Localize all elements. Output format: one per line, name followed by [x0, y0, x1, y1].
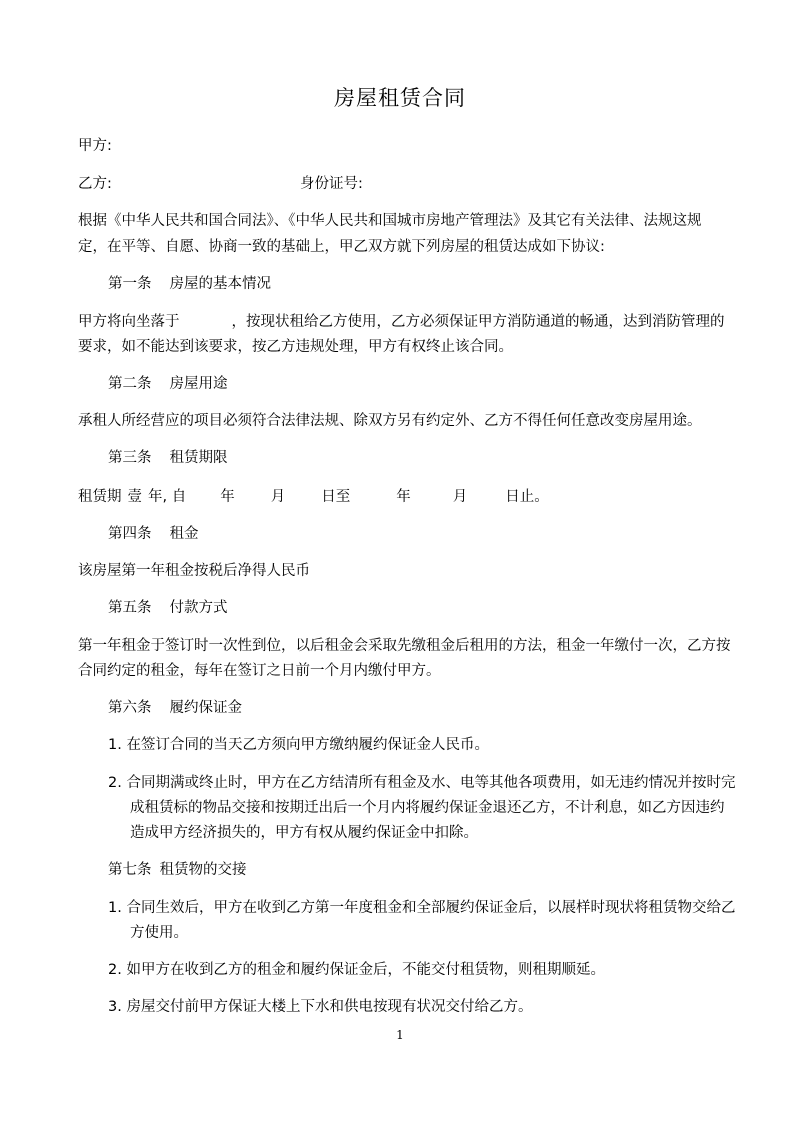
- start-month: 月: [270, 489, 286, 505]
- article-5-heading: [108, 598, 228, 618]
- article-4-heading: [108, 524, 199, 544]
- lease-years: 壹: [127, 489, 142, 505]
- article-2-line-1: 承租人所经营应的项目必须符合法律法规、除双方另有约定外、乙方不得任何任意改变房屋用途。: [78, 413, 702, 429]
- document-title: 房屋租赁合同: [334, 86, 466, 110]
- end-year: 年: [396, 489, 411, 505]
- article-1-title: 房屋的基本情况: [169, 276, 271, 292]
- party-a-label: 甲方:: [78, 138, 112, 154]
- article-3-heading: [108, 448, 228, 468]
- article-7-heading: [108, 860, 247, 880]
- start-day: 日至: [321, 489, 351, 505]
- article-7-item-3: 3. 房屋交付前甲方保证大楼上下水和供电按现有状况交付给乙方。: [108, 999, 533, 1015]
- article-5-line-2: 合同约定的租金，每年在签订之日前一个月内缴付甲方。: [78, 663, 441, 679]
- article-3-title: 租赁期限: [169, 450, 228, 466]
- intro-line-2: 定，在平等、自愿、协商一致的基础上，甲乙双方就下列房屋的租赁达成如下协议:: [78, 239, 605, 255]
- article-7-item-2: 2. 如甲方在收到乙方的租金和履约保证金后，不能交付租赁物，则租期顺延。: [108, 962, 605, 978]
- article-6-number: 第六条: [108, 700, 152, 716]
- article-1-number: 第一条: [108, 276, 152, 292]
- article-7-title: 租赁物的交接: [159, 862, 247, 878]
- start-year: 年: [220, 489, 235, 505]
- article-6-title: 履约保证金: [169, 700, 242, 716]
- article-2-title: 房屋用途: [169, 376, 228, 392]
- article-6-item-2-line-3: 造成甲方经济损失的，甲方有权从履约保证金中扣除。: [130, 825, 478, 841]
- article-4-number: 第四条: [108, 526, 152, 542]
- article-4-title: 租金: [169, 526, 199, 542]
- end-day: 日止。: [505, 489, 549, 505]
- article-7-number: 第七条: [108, 862, 152, 878]
- end-month: 月: [452, 489, 468, 505]
- article-6-item-1: 1. 在签订合同的当天乙方须向甲方缴纳履约保证金人民币。: [108, 737, 489, 753]
- party-b-label: 乙方:: [78, 176, 112, 192]
- article-1-line-1-a: 甲方将向坐落于: [78, 314, 180, 330]
- article-6-item-2-line-1: 2. 合同期满或终止时，甲方在乙方结清所有租金及水、电等其他各项费用，如无违约情况并按时完: [108, 775, 736, 791]
- article-1-line-1: [78, 312, 725, 332]
- article-5-number: 第五条: [108, 600, 152, 616]
- article-2-heading: [108, 374, 228, 394]
- lease-term-line: [78, 487, 549, 507]
- article-1-line-2: 要求，如不能达到该要求，按乙方违规处理，甲方有权终止该合同。: [78, 339, 513, 355]
- party-b-id-label: 身份证号:: [300, 176, 363, 192]
- lease-term-label: 租赁期: [78, 489, 122, 505]
- article-6-item-2-line-2: 成租赁标的物品交接和按期迁出后一个月内将履约保证金退还乙方，不计利息，如乙方因违约: [130, 800, 725, 816]
- article-1-line-1-b: ，按现状租给乙方使用，乙方必须保证甲方消防通道的畅通，达到消防管理的: [231, 314, 725, 330]
- page-number: 1: [396, 1028, 404, 1042]
- article-7-item-1-line-1: 1. 合同生效后，甲方在收到乙方第一年度租金和全部履约保证金后，以展样时现状将租赁物交给乙: [108, 900, 736, 916]
- article-3-number: 第三条: [108, 450, 152, 466]
- article-4-line-1: 该房屋第一年租金按税后净得人民币: [78, 563, 310, 579]
- article-1-heading: [108, 274, 271, 294]
- lease-from: 年, 自: [148, 489, 187, 505]
- article-6-heading: [108, 698, 242, 718]
- article-7-item-1-line-2: 方使用。: [130, 925, 188, 941]
- intro-line-1: 根据《中华人民共和国合同法》、《中华人民共和国城市房地产管理法》及其它有关法律、法规这规: [78, 213, 702, 229]
- article-2-number: 第二条: [108, 376, 152, 392]
- article-5-title: 付款方式: [169, 600, 228, 616]
- article-5-line-1: 第一年租金于签订时一次性到位，以后租金会采取先缴租金后租用的方法，租金一年缴付一次，乙方按: [78, 638, 731, 654]
